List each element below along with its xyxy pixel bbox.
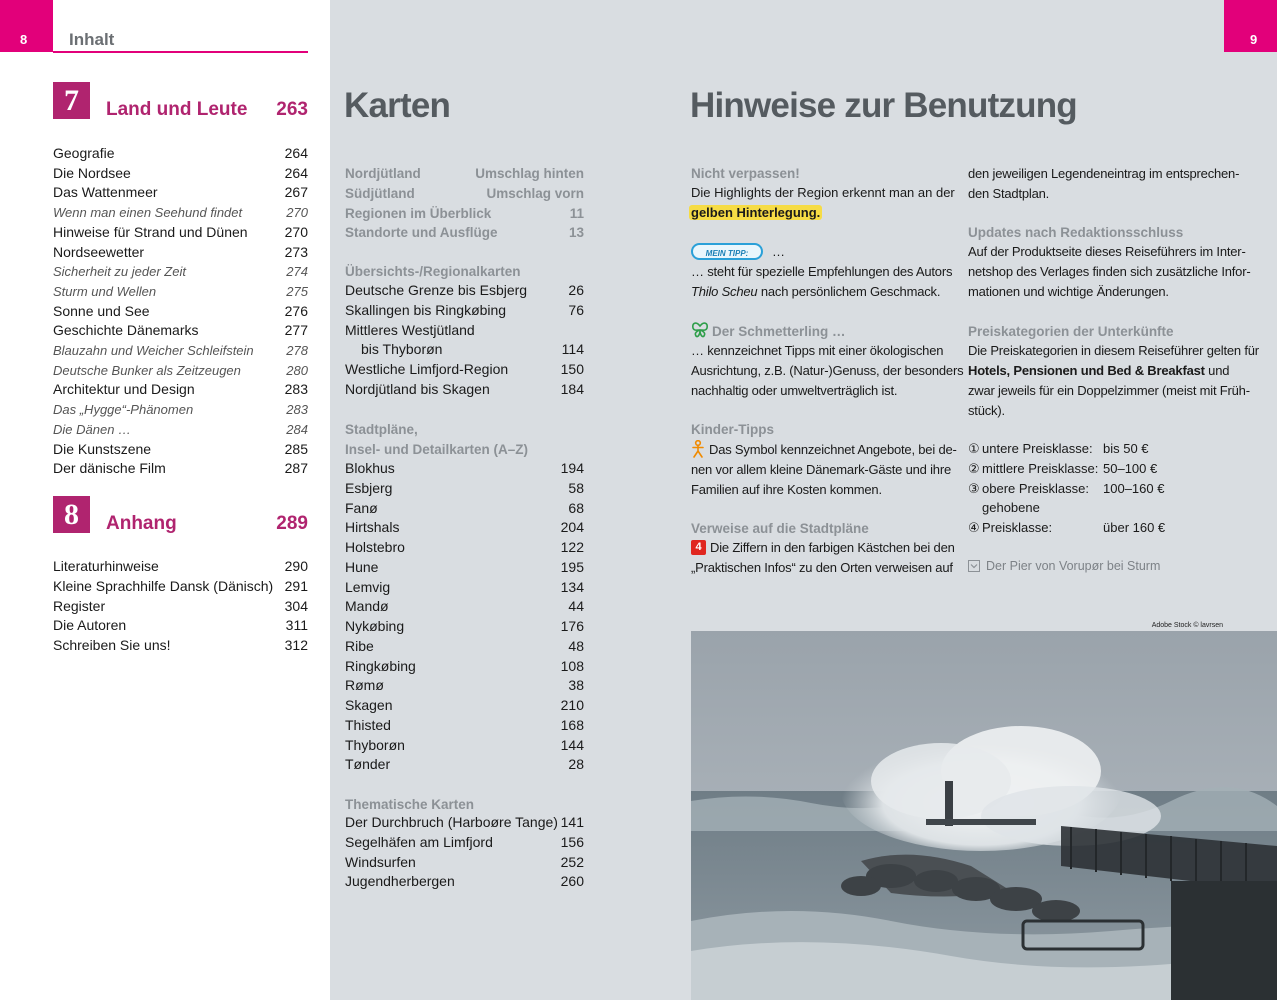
map-entry (345, 340, 584, 360)
map-entry (345, 538, 584, 558)
map-entry (345, 281, 584, 301)
toc-entry (53, 380, 308, 400)
entry-page: 277 (284, 322, 308, 339)
price-symbol: ④ (968, 520, 980, 536)
updates-text-1: Auf der Produktseite dieses Reiseführers im Inter- (968, 244, 1246, 259)
price-symbol: ③ (968, 480, 980, 496)
tipp-dots: … (772, 244, 785, 259)
entry-title: Skallingen bis Ringkøbing (345, 301, 507, 318)
price-category (968, 439, 1168, 459)
entry-page: 108 (560, 657, 584, 674)
entry-page: 11 (569, 205, 584, 221)
page-header: Inhalt (69, 30, 115, 49)
map-entry (345, 164, 584, 184)
entry-page: 284 (286, 421, 308, 437)
map-entry (345, 321, 584, 341)
entry-page: 278 (286, 343, 308, 358)
chapter-number: 7 (53, 82, 90, 119)
entry-title: Das Wattenmeer (53, 184, 158, 201)
kids-text-3: Familien auf ihre Kosten kommen. (691, 482, 882, 497)
map-entry (345, 184, 584, 204)
author-name: Thilo Scheu (691, 284, 758, 299)
photo-credit: Adobe Stock © lavrsen (1151, 622, 1223, 629)
legend-text-2: den Stadtplan. (968, 186, 1050, 201)
entry-title: Segelhäfen am Limfjord (345, 833, 493, 850)
butterfly-icon (691, 322, 709, 338)
entry-title: Westliche Limfjord-Region (345, 361, 509, 378)
entry-page: 267 (284, 184, 308, 201)
entry-title: Sturm und Wellen (53, 283, 157, 299)
chapter-title: Land und Leute (106, 99, 248, 120)
price-text-3: zwar jeweils für ein Doppelzimmer (meist mit Früh- (968, 383, 1250, 398)
entry-title: Deutsche Grenze bis Esbjerg (345, 282, 528, 298)
toc-entry (53, 440, 308, 460)
entry-title: Hinweise für Strand und Dünen (53, 223, 248, 240)
entry-page: Umschlag vorn (486, 185, 584, 201)
entry-page: 264 (284, 145, 308, 161)
entry-page: 48 (568, 637, 584, 654)
entry-title: Skagen (345, 697, 393, 713)
entry-title: Hune (345, 558, 379, 575)
toc-entry (53, 577, 308, 597)
entry-title: Tønder (345, 756, 391, 773)
map-entry (345, 360, 584, 380)
page-number: 9 (1250, 32, 1258, 47)
toc-entry (53, 144, 308, 164)
price-category (968, 498, 1168, 538)
entry-title: Sonne und See (53, 302, 150, 319)
price-range: 50–100 € (1103, 460, 1158, 476)
toc-entry (53, 361, 308, 381)
caption-arrow-icon (968, 560, 980, 572)
entry-title: Holstebro (345, 539, 405, 555)
entry-title: Ringkøbing (345, 657, 416, 674)
butterfly-text-1: … kennzeichnet Tipps mit einer ökologischen (691, 343, 944, 358)
city-maps-subheading: Insel- und Detailkarten (A–Z) (345, 442, 529, 457)
chapter-page: 263 (276, 99, 308, 120)
toc-entry (53, 636, 308, 656)
price-range: über 160 € (1103, 520, 1166, 536)
entry-title: Thisted (345, 716, 391, 733)
entry-page: 26 (568, 282, 584, 298)
entry-page: 168 (560, 716, 584, 733)
entry-title: Die Nordsee (53, 164, 131, 181)
map-entry (345, 380, 584, 400)
usage-title: Hinweise zur Benutzung (690, 86, 1077, 125)
entry-page: 114 (561, 341, 584, 358)
updates-text-2: netshop des Verlages finden sich zusätzliche Infor- (968, 264, 1251, 279)
entry-title: Rømø (345, 677, 384, 694)
city-maps-heading: Stadtpläne, (345, 422, 418, 437)
entry-title: Mandø (345, 598, 389, 615)
entry-title: Thyborøn (345, 736, 405, 753)
entry-title: Hirtshals (345, 519, 400, 536)
page-number: 8 (20, 32, 28, 47)
entry-title: Windsurfen (345, 853, 416, 870)
page-number-tab-left (0, 0, 53, 52)
entry-title: Architektur und Design (53, 381, 195, 398)
entry-title: Nordseewetter (53, 243, 145, 260)
highlights-heading: Nicht verpassen! (691, 166, 800, 181)
map-entry (345, 853, 584, 873)
entry-page: 270 (286, 205, 308, 221)
price-category (968, 459, 1168, 479)
toc-entry (53, 400, 308, 420)
entry-page: 141 (560, 814, 584, 830)
entry-page: 194 (560, 460, 584, 476)
entry-title: Deutsche Bunker als Zeitzeugen (53, 362, 241, 378)
price-symbol: ② (968, 460, 980, 476)
entry-page: 287 (284, 460, 308, 477)
chapter-number: 8 (53, 496, 90, 533)
entry-page: 195 (560, 558, 584, 575)
toc-entry (53, 183, 308, 203)
entry-page: 28 (568, 756, 584, 773)
map-entry (345, 479, 584, 499)
citymap-ref-heading: Verweise auf die Stadtpläne (691, 521, 869, 536)
entry-page: 270 (284, 223, 308, 240)
entry-page: 150 (560, 361, 584, 378)
kids-heading: Kinder-Tipps (691, 422, 775, 437)
entry-page: 144 (560, 736, 584, 753)
price-text-1: Die Preiskategorien in diesem Reiseführer gelten für (968, 343, 1259, 358)
entry-page: 274 (286, 264, 308, 280)
toc-entry (53, 223, 308, 243)
entry-title: Blokhus (345, 460, 395, 476)
entry-page: 58 (568, 479, 584, 496)
entry-title: Wenn man einen Seehund findet (53, 205, 243, 221)
chapter-page: 289 (276, 513, 308, 534)
entry-page: 283 (284, 381, 308, 398)
map-entry (345, 736, 584, 756)
entry-title: Das „Hygge“-Phänomen (53, 402, 194, 418)
map-entry (345, 833, 584, 853)
entry-title: Südjütland (345, 185, 415, 201)
entry-page: 76 (568, 301, 584, 318)
entry-title: Blauzahn und Weicher Schleifstein (53, 343, 254, 358)
toc-entry (53, 341, 308, 361)
toc-entry (53, 616, 308, 636)
entry-page: 290 (284, 558, 308, 574)
price-label: mittlere Preisklasse: (982, 460, 1099, 476)
price-text-4: stück). (968, 403, 1005, 418)
entry-page: 204 (560, 519, 584, 536)
toc-entry (53, 459, 308, 479)
highlights-text: Die Highlights der Region erkennt man an der (691, 185, 955, 200)
mein-tipp-badge: MEIN TIPP: (691, 243, 763, 260)
thematic-maps-heading: Thematische Karten (345, 797, 475, 812)
map-entry (345, 597, 584, 617)
map-entry (345, 657, 584, 677)
entry-title: Der Durchbruch (Harboøre Tange) (345, 814, 558, 830)
entry-page: 311 (285, 617, 308, 634)
entry-page: 264 (284, 164, 308, 181)
entry-title: Nordjütland (345, 166, 421, 181)
accommodation-types: Hotels, Pensionen und Bed & Breakfast (968, 363, 1205, 378)
entry-title: Nykøbing (345, 618, 405, 634)
entry-title: Ribe (345, 637, 374, 654)
toc-entry (53, 243, 308, 263)
citymap-ref-text-1: Die Ziffern in den farbigen Kästchen bei den (710, 540, 955, 555)
entry-page: 280 (286, 362, 308, 378)
kids-text-1: Das Symbol kennzeichnet Angebote, bei de- (709, 442, 957, 457)
entry-title: Kleine Sprachhilfe Dansk (Dänisch) (53, 577, 274, 594)
entry-page: 44 (568, 598, 584, 615)
toc-entry (53, 557, 308, 577)
price-label: untere Preisklasse: (982, 441, 1093, 456)
butterfly-text-2: Ausrichtung, z.B. (Natur-)Genuss, der besonders (691, 363, 964, 378)
price-label: gehobene Preisklasse: (982, 500, 1053, 536)
entry-title: Die Autoren (53, 617, 127, 634)
entry-title: Regionen im Überblick (345, 205, 492, 221)
map-entry (345, 637, 584, 657)
map-entry (345, 459, 584, 479)
entry-page: 260 (560, 873, 584, 890)
regional-maps-heading: Übersichts-/Regionalkarten (345, 264, 521, 279)
entry-title: bis Thyborøn (361, 341, 443, 358)
updates-heading: Updates nach Redaktionsschluss (968, 225, 1184, 240)
entry-title: Fanø (345, 499, 378, 516)
map-number-badge: 4 (691, 540, 706, 555)
toc-entry (53, 282, 308, 302)
entry-page: Umschlag hinten (475, 166, 584, 181)
entry-title: Esbjerg (345, 479, 393, 496)
map-entry (345, 755, 584, 775)
entry-title: Jugendherbergen (345, 873, 455, 890)
entry-page: 312 (284, 637, 308, 654)
entry-page: 304 (284, 597, 308, 614)
entry-title: Geografie (53, 145, 115, 161)
tipp-text-1: … steht für spezielle Empfehlungen des Autors (691, 264, 953, 279)
entry-page: 283 (286, 402, 308, 418)
butterfly-heading: Der Schmetterling … (712, 324, 846, 339)
highlight-sample (689, 203, 822, 223)
map-entry (345, 499, 584, 519)
storm-pier-photo (691, 631, 1277, 1000)
updates-text-3: mationen und wichtige Änderungen. (968, 284, 1169, 299)
entry-page: 184 (560, 381, 584, 397)
price-range: 100–160 € (1103, 480, 1165, 496)
entry-page: 176 (560, 618, 584, 634)
toc-entry (53, 302, 308, 322)
entry-page: 291 (284, 577, 308, 594)
price-label: obere Preisklasse: (982, 480, 1089, 496)
citymap-ref-text-2: „Praktischen Infos“ zu den Orten verweisen auf (691, 560, 953, 575)
entry-title: Geschichte Dänemarks (53, 322, 199, 339)
entry-page: 210 (560, 697, 584, 713)
entry-title: Die Kunstszene (53, 440, 152, 457)
photo-caption: Der Pier von Vorupør bei Sturm (986, 559, 1161, 573)
entry-page: 285 (284, 440, 308, 457)
toc-page (0, 0, 330, 1000)
price-symbol: ① (968, 441, 980, 456)
tipp-text-rest: nach persönlichem Geschmack. (757, 284, 941, 299)
entry-title: Sicherheit zu jeder Zeit (53, 264, 186, 280)
entry-title: Nordjütland bis Skagen (345, 381, 490, 397)
entry-title: Der dänische Film (53, 460, 166, 477)
entry-page: 156 (560, 833, 584, 850)
map-entry (345, 696, 584, 716)
toc-entry (53, 262, 308, 282)
map-entry (345, 558, 584, 578)
map-entry (345, 578, 584, 598)
chapter-title: Anhang (106, 513, 177, 534)
toc-entry (53, 321, 308, 341)
highlight-marker: gelben Hinterlegung. (691, 205, 821, 220)
map-entry (345, 301, 584, 321)
header-rule (53, 51, 308, 53)
map-entry (345, 518, 584, 538)
price-text-2 (968, 361, 1229, 381)
price-text-2-rest: und (1204, 363, 1230, 378)
entry-title: Die Dänen … (53, 421, 132, 437)
entry-page: 13 (568, 225, 584, 241)
map-entry (345, 676, 584, 696)
entry-title: Lemvig (345, 578, 391, 595)
kids-text-2: nen vor allem kleine Dänemark-Gäste und ihre (691, 462, 951, 477)
kids-icon (692, 440, 704, 458)
entry-page: 252 (560, 853, 584, 870)
map-entry (345, 223, 584, 243)
map-entry (345, 204, 584, 224)
entry-page: 134 (560, 578, 584, 595)
toc-entry (53, 420, 308, 440)
entry-title: Register (53, 597, 106, 614)
entry-title: Mittleres Westjütland (345, 321, 475, 338)
map-entry (345, 813, 584, 833)
page-number-tab-right (1224, 0, 1277, 52)
toc-entry (53, 164, 308, 184)
entry-title: Standorte und Ausflüge (345, 225, 498, 241)
price-category (968, 479, 1168, 499)
entry-page: 38 (568, 677, 584, 694)
legend-text-1: den jeweiligen Legendeneintrag im entsprechen- (968, 166, 1240, 181)
map-entry (345, 716, 584, 736)
entry-page: 275 (286, 283, 308, 299)
toc-entry (53, 203, 308, 223)
entry-page: 122 (560, 539, 584, 555)
entry-page: 68 (568, 499, 584, 516)
entry-title: Schreiben Sie uns! (53, 637, 171, 654)
maps-title: Karten (344, 86, 451, 125)
map-entry (345, 872, 584, 892)
price-range: bis 50 € (1103, 441, 1149, 456)
price-heading: Preiskategorien der Unterkünfte (968, 324, 1174, 339)
entry-page: 273 (284, 243, 308, 260)
map-entry (345, 617, 584, 637)
entry-page: 276 (284, 302, 308, 319)
butterfly-text-3: nachhaltig oder umweltverträglich ist. (691, 383, 898, 398)
entry-title: Literaturhinweise (53, 558, 159, 574)
toc-entry (53, 597, 308, 617)
tipp-text-2 (691, 282, 940, 302)
